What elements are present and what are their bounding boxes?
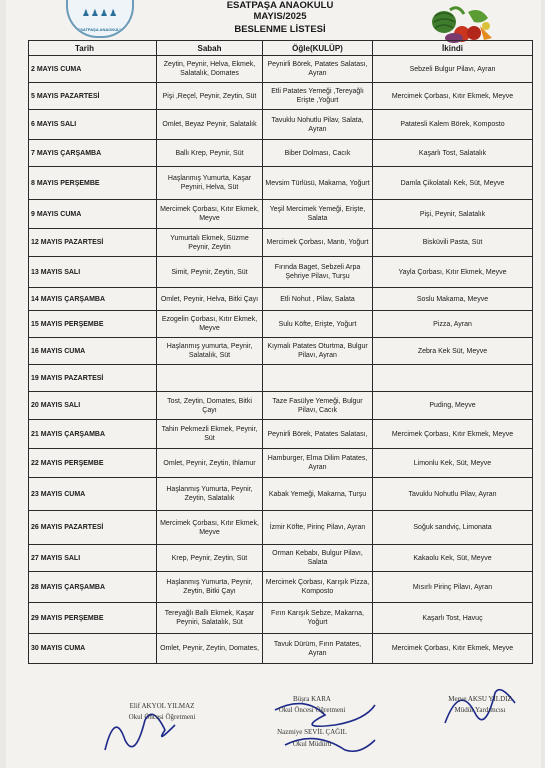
date-cell: 23 MAYIS CUMA [29,478,157,511]
table-row [29,545,533,572]
table-row [29,634,533,664]
morning-cell: Haşlanmış Yumurta, Peynir, Zeytin, Bitki Çayı [157,572,263,603]
lunch-cell: Fırında Baget, Sebzeli Arpa Şehriye Pilavı, Turşu [263,257,373,288]
morning-cell: Ballı Krep, Peynir, Süt [157,140,263,167]
afternoon-cell: Soslu Makarna, Meyve [373,288,533,311]
signature-name-1: Elif AKYOL YILMAZ [129,702,195,710]
signature-role-2: Okul Öncesi Öğretmeni [278,706,346,714]
lunch-cell: Peynirli Börek, Patates Salatası, [263,420,373,449]
afternoon-cell: Yayla Çorbası, Kıtır Ekmek, Meyve [373,257,533,288]
date-cell: 30 MAYIS CUMA [29,634,157,664]
table-row [29,311,533,338]
morning-cell: Tahin Pekmezli Ekmek, Peynir, Süt [157,420,263,449]
lunch-cell: Biber Dolması, Cacık [263,140,373,167]
table-row [29,83,533,110]
morning-cell: Omlet, Beyaz Peynir, Salatalık [157,110,263,140]
date-cell: 12 MAYIS PAZARTESİ [29,229,157,257]
morning-cell: Yumurtalı Ekmek, Süzme Peynir, Zeytin [157,229,263,257]
afternoon-cell: Sebzeli Bulgur Pilavı, Ayran [373,56,533,83]
table-row [29,420,533,449]
date-cell: 9 MAYIS CUMA [29,200,157,229]
table-row [29,257,533,288]
morning-cell: Mercimek Çorbası, Kıtır Ekmek, Meyve [157,200,263,229]
lunch-cell [263,365,373,392]
table-row [29,56,533,83]
date-cell: 20 MAYIS SALI [29,392,157,420]
lunch-cell: Sulu Köfte, Erişte, Yoğurt [263,311,373,338]
date-cell: 6 MAYIS SALI [29,110,157,140]
date-cell: 2 MAYIS CUMA [29,56,157,83]
logo-text: ESATPAŞA ANAOKULU [77,27,123,32]
lunch-cell: Etli Nohut , Pilav, Salata [263,288,373,311]
lunch-cell: Hamburger, Elma Dilim Patates, Ayran [263,449,373,478]
lunch-cell: Mevsim Türlüsü, Makarna, Yoğurt [263,167,373,200]
table-row [29,365,533,392]
lunch-cell: Peynirli Börek, Patates Salatası, Ayran [263,56,373,83]
date-cell: 14 MAYIS ÇARŞAMBA [29,288,157,311]
afternoon-cell: Tavuklu Nohutlu Pilav, Ayran [373,478,533,511]
date-cell: 5 MAYIS PAZARTESİ [29,83,157,110]
morning-cell: Haşlanmış yumurta, Peynir, Salatalık, Süt [157,338,263,365]
afternoon-cell: Pizza, Ayran [373,311,533,338]
table-header-row [29,41,533,56]
signature-name-4: Merve AKSU YILDIZ [448,695,512,703]
table-row [29,449,533,478]
morning-cell: Haşlanmış Yumurta, Kaşar Peyniri, Helva, Süt [157,167,263,200]
morning-cell: Pişi ,Reçel, Peynir, Zeytin, Süt [157,83,263,110]
morning-cell: Simit, Peynir, Zeytin, Süt [157,257,263,288]
table-row [29,392,533,420]
school-name: ESATPAŞA ANAOKULU [226,0,334,11]
date-cell: 29 MAYIS PERŞEMBE [29,603,157,634]
lunch-cell: Kabak Yemeği, Makarna, Turşu [263,478,373,511]
afternoon-cell: Bisküvili Pasta, Süt [373,229,533,257]
afternoon-cell [373,365,533,392]
date-cell: 19 MAYIS PAZARTESİ [29,365,157,392]
period-label: MAYIS/2025 [253,11,307,22]
column-header-morning: Sabah [157,41,263,56]
morning-cell: Krep, Peynir, Zeytin, Süt [157,545,263,572]
afternoon-cell: Kakaolu Kek, Süt, Meyve [373,545,533,572]
column-header-lunch: Öğle(KULÜP) [263,41,373,56]
date-cell: 28 MAYIS ÇARŞAMBA [29,572,157,603]
signature-role-3: Okul Müdürü [292,740,332,748]
date-cell: 15 MAYIS PERŞEMBE [29,311,157,338]
column-header-date: Tarih [29,41,157,56]
table-row [29,200,533,229]
afternoon-cell: Mercimek Çorbası, Kıtır Ekmek, Meyve [373,83,533,110]
logo-children-icon: ♟♟♟♟ [81,8,119,18]
date-cell: 26 MAYIS PAZARTESİ [29,511,157,545]
afternoon-cell: Mısırlı Pirinç Pilavı, Ayran [373,572,533,603]
date-cell: 21 MAYIS ÇARŞAMBA [29,420,157,449]
morning-cell: Mercimek Çorbası, Kıtır Ekmek, Meyve [157,511,263,545]
afternoon-cell: Pişi, Peynir, Salatalık [373,200,533,229]
table-row [29,229,533,257]
afternoon-cell: Mercimek Çorbası, Kıtır Ekmek, Meyve [373,634,533,664]
morning-cell: Omlet, Peynir, Helva, Bitki Çayı [157,288,263,311]
morning-cell: Zeytin, Peynir, Helva, Ekmek, Salatalık, Domates [157,56,263,83]
nutrition-table [28,40,533,664]
morning-cell: Omlet, Peynir, Zeytin, Ihlamur [157,449,263,478]
lunch-cell: İzmir Köfte, Pirinç Pilavı, Ayran [263,511,373,545]
signature-role-1: Okul Öncesi Öğretmeni [128,713,196,721]
morning-cell: Ezogelin Çorbası, Kıtır Ekmek, Meyve [157,311,263,338]
afternoon-cell: Kaşarlı Tost, Havuç [373,603,533,634]
lunch-cell: Tavuk Dürüm, Fırın Patates, Ayran [263,634,373,664]
table-row [29,603,533,634]
afternoon-cell: Patatesli Kalem Börek, Komposto [373,110,533,140]
date-cell: 22 MAYIS PERŞEMBE [29,449,157,478]
lunch-cell: Orman Kebabı, Bulgur Pilavı, Salata [263,545,373,572]
lunch-cell: Fırın Karışık Sebze, Makarna, Yoğurt [263,603,373,634]
morning-cell: Tost, Zeytin, Domates, Bitki Çayı [157,392,263,420]
signature-role-4: Müdür Yardımcısı [454,706,506,714]
lunch-cell: Tavuklu Nohutlu Pilav, Salata, Ayran [263,110,373,140]
afternoon-cell: Limonlu Kek, Süt, Meyve [373,449,533,478]
lunch-cell: Taze Fasülye Yemeği, Bulgur Pilavı, Cacık [263,392,373,420]
lunch-cell: Kıymalı Patates Oturtma, Bulgur Pilavı, Ayran [263,338,373,365]
afternoon-cell: Soğuk sandviç, Limonata [373,511,533,545]
signature-name-3: Nazmiye SEVİL ÇAĞIL [277,728,347,736]
column-header-afternoon: İkindi [373,41,533,56]
lunch-cell: Etli Patates Yemeği ,Tereyağlı Erişte ,Yoğurt [263,83,373,110]
morning-cell: Omlet, Peynir, Zeytin, Domates, [157,634,263,664]
afternoon-cell: Damla Çikolatalı Kek, Süt, Meyve [373,167,533,200]
morning-cell: Haşlanmış Yumurta, Peynir, Zeytin, Salatalık [157,478,263,511]
date-cell: 7 MAYIS ÇARŞAMBA [29,140,157,167]
afternoon-cell: Zebra Kek Süt, Meyve [373,338,533,365]
table-row [29,167,533,200]
date-cell: 8 MAYIS PERŞEMBE [29,167,157,200]
table-row [29,478,533,511]
afternoon-cell: Kaşarlı Tost, Salatalık [373,140,533,167]
table-row [29,288,533,311]
signature-name-2: Büşra KARA [293,695,331,703]
lunch-cell: Yeşil Mercimek Yemeği, Erişte, Salata [263,200,373,229]
lunch-cell: Mercimek Çorbası, Mantı, Yoğurt [263,229,373,257]
lunch-cell: Mercimek Çorbası, Karışık Pizza, Komposto [263,572,373,603]
afternoon-cell: Puding, Meyve [373,392,533,420]
morning-cell: Tereyağlı Ballı Ekmek, Kaşar Peyniri, Salatalık, Süt [157,603,263,634]
morning-cell [157,365,263,392]
date-cell: 16 MAYIS CUMA [29,338,157,365]
table-row [29,572,533,603]
table-row [29,110,533,140]
date-cell: 27 MAYIS SALI [29,545,157,572]
date-cell: 13 MAYIS SALI [29,257,157,288]
afternoon-cell: Mercimek Çorbası, Kıtır Ekmek, Meyve [373,420,533,449]
table-row [29,511,533,545]
table-row [29,140,533,167]
table-row [29,338,533,365]
list-title: BESLENME LİSTESİ [234,24,326,35]
signature-area [0,690,545,768]
